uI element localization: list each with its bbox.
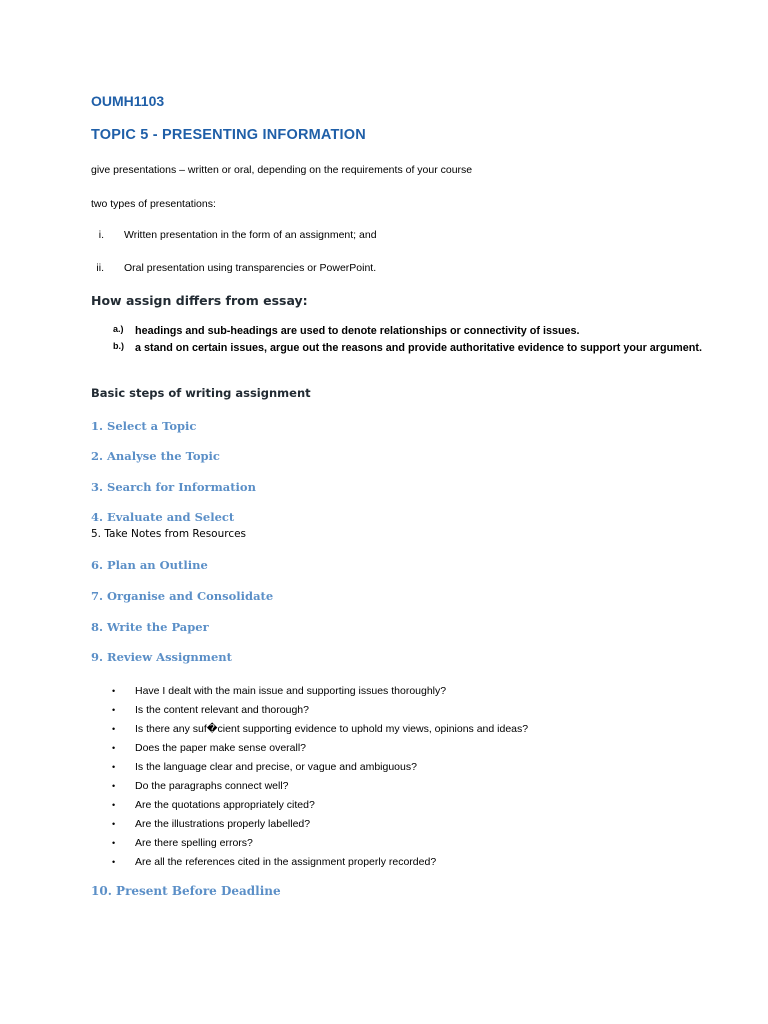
course-code: OUMH1103 (91, 93, 165, 109)
difference-letter: a.) (113, 324, 124, 334)
presentation-type-text: Oral presentation using transparencies or PowerPoint. (124, 262, 377, 274)
final-step-heading: 10. Present Before Deadline (91, 884, 281, 898)
step-heading: 4. Evaluate and Select (91, 510, 235, 524)
topic-title: TOPIC 5 - PRESENTING INFORMATION (91, 127, 366, 143)
checklist-text: Are all the references cited in the assignment properly recorded? (135, 856, 437, 868)
step-heading: 8. Write the Paper (91, 620, 209, 634)
step-heading: 2. Analyse the Topic (91, 449, 220, 463)
step-heading: 6. Plan an Outline (91, 558, 208, 572)
presentation-type-text: Written presentation in the form of an assignment; and (124, 229, 377, 241)
bullet-icon: • (112, 857, 116, 867)
checklist-text: Do the paragraphs connect well? (135, 780, 289, 792)
difference-letter: b.) (113, 341, 124, 351)
types-intro: two types of presentations: (91, 198, 216, 210)
roman-numeral: ii. (96, 262, 104, 274)
step-heading: 3. Search for Information (91, 480, 256, 494)
bullet-icon: • (112, 781, 116, 791)
bullet-icon: • (112, 686, 116, 696)
checklist-text: Does the paper make sense overall? (135, 742, 307, 754)
intro-line: give presentations – written or oral, depending on the requirements of your course (91, 164, 473, 176)
checklist-text: Are the quotations appropriately cited? (135, 799, 315, 811)
bullet-icon: • (112, 705, 116, 715)
difference-text: a stand on certain issues, argue out the reasons and provide authoritative evidence to support your argument. (135, 342, 702, 354)
bullet-icon: • (112, 743, 116, 753)
differs-heading: How assign differs from essay: (91, 293, 308, 308)
bullet-icon: • (112, 724, 116, 734)
step-text: 5. Take Notes from Resources (91, 528, 247, 540)
bullet-icon: • (112, 800, 116, 810)
checklist-text: Is the content relevant and thorough? (135, 704, 309, 716)
checklist-text: Are there spelling errors? (135, 837, 253, 849)
bullet-icon: • (112, 838, 116, 848)
step-heading: 7. Organise and Consolidate (91, 589, 274, 603)
steps-heading: Basic steps of writing assignment (91, 386, 311, 400)
checklist-text: Is the language clear and precise, or vague and ambiguous? (135, 761, 417, 773)
checklist-text: Is there any suf�cient supporting evidence to uphold my views, opinions and ideas? (135, 723, 529, 735)
difference-item (113, 341, 703, 356)
difference-item (113, 324, 703, 339)
bullet-icon: • (112, 762, 116, 772)
bullet-icon: • (112, 819, 116, 829)
roman-numeral: i. (98, 229, 104, 241)
checklist-text: Have I dealt with the main issue and supporting issues thoroughly? (135, 685, 447, 697)
difference-text: headings and sub-headings are used to denote relationships or connectivity of issues. (135, 325, 580, 337)
checklist-text: Are the illustrations properly labelled? (135, 818, 311, 830)
step-heading: 9. Review Assignment (91, 650, 232, 664)
step-heading: 1. Select a Topic (91, 419, 197, 433)
